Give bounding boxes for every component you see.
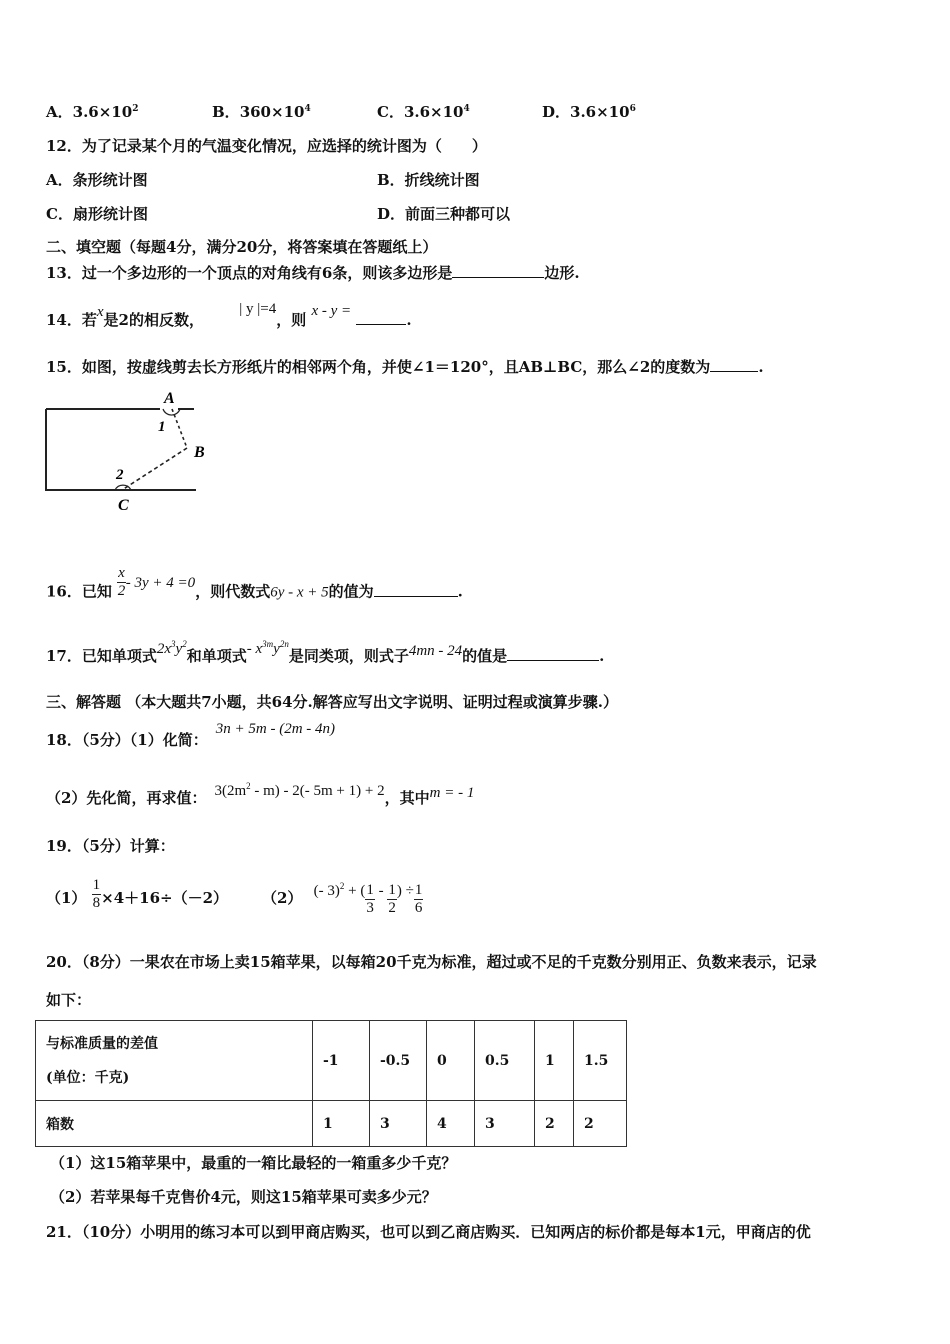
q11-option-d: D．$3.6\times 10^6$ [542, 103, 636, 121]
q16: 16．已知 $\frac{x}{2}$ - 3y + 4 =0，则代数式6y - x + 5的值为 . [46, 565, 463, 601]
q12-option-d: D．前面三种都可以 [377, 205, 511, 223]
q12-option-c: C．扇形统计图 [46, 205, 148, 223]
table-cell: -1 [313, 1021, 370, 1101]
q20-line2: 如下： [46, 991, 92, 1009]
table-row [36, 1101, 627, 1147]
table-cell: 2 [574, 1101, 627, 1147]
answer-blank [374, 582, 458, 597]
q12-option-b: B．折线统计图 [377, 171, 480, 189]
q14: 14．若x是2的相反数， | y |=4，则 x - y = . [46, 301, 412, 329]
q13: 13．过一个多边形的一个顶点的对角线有6条，则该多边形是 边形. [46, 264, 580, 282]
q20-subquestion-1: （1）这15箱苹果中，最重的一箱比最轻的一箱重多少千克？ [50, 1154, 457, 1172]
table-cell: 0 [427, 1021, 475, 1101]
table-cell: 4 [427, 1101, 475, 1147]
fraction-one-eighth: $\frac{1}{8}$ [92, 876, 101, 911]
table-cell: 1.5 [574, 1021, 627, 1101]
table-header-cell: 与标准质量的差值 (单位：千克) [36, 1021, 313, 1101]
cut-line-bc [122, 448, 187, 490]
section-3-heading: 三、解答题 （本大题共7小题，共64分.解答应写出文字说明、证明过程或演算步骤.） [46, 693, 618, 711]
q11-option-c: C．$3.6\times 10^4$ [377, 103, 470, 121]
q12-stem: 12．为了记录某个月的气温变化情况，应选择的统计图为（ ） [46, 137, 487, 155]
angle-1-label: 1 [158, 419, 166, 435]
q11-option-b: B．$360\times 10^4$ [212, 103, 311, 121]
answer-blank [507, 646, 599, 661]
fraction-one-third: $\frac{1}{3}$ [366, 881, 374, 916]
q15: 15．如图，按虚线剪去长方形纸片的相邻两个角，并使∠1＝120°，且AB⊥BC，那么∠2的度数为 . [46, 358, 764, 376]
q19-part2: （2） (- 3)$^2$ + ( $\frac{1}{3}$ - $\frac{1}{2}$ ) ÷ $\frac{1}{6}$ [262, 881, 423, 916]
q11-option-a: A．$3.6\times 10^2$ [46, 103, 139, 121]
table-cell: 2 [535, 1101, 574, 1147]
q20-subquestion-2: （2）若苹果每千克售价4元，则这15箱苹果可卖多少元？ [50, 1188, 437, 1206]
q18-part2: （2）先化简，再求值： $3(2m^2 - m) - 2(-$ 5m + 1) + 2，其中m = - 1 [46, 781, 475, 807]
q19-part1: （1） $\frac{1}{8}$ ×4＋16÷（－2） [46, 876, 229, 911]
q21-line1: 21．（10分）小明用的练习本可以到甲商店购买，也可以到乙商店购买．已知两店的标价都是每本1元，甲商店的优 [46, 1223, 811, 1241]
table-cell: -0.5 [370, 1021, 427, 1101]
answer-blank [356, 310, 406, 325]
q18-part1: 18．（5分）（1）化简：3n + 5m - (2m - 4n) [46, 721, 336, 749]
table-row [36, 1021, 627, 1101]
point-b-label: B [194, 444, 205, 461]
fraction-one-sixth: $\frac{1}{6}$ [414, 881, 423, 916]
q17: 17．已知单项式$2x^3y^2$和单项式- $x^{3m}y^{2n}$是同类项，则式子4mn - 24的值是 . [46, 639, 605, 665]
point-a-label: A [164, 390, 175, 407]
table-header-cell: 箱数 [36, 1101, 313, 1147]
table-cell: 1 [535, 1021, 574, 1101]
fraction-one-half: $\frac{1}{2}$ [388, 881, 396, 916]
apple-weight-table [35, 1020, 627, 1147]
table-cell: 0.5 [475, 1021, 535, 1101]
q12-option-a: A．条形统计图 [46, 171, 148, 189]
fraction-x-over-2: $\frac{x}{2}$ [117, 565, 126, 599]
table-cell: 3 [475, 1101, 535, 1147]
point-c-label: C [118, 497, 129, 514]
table-cell: 3 [370, 1101, 427, 1147]
q20-line1: 20．（8分）一果农在市场上卖15箱苹果，以每箱20千克为标准，超过或不足的千克数分别用正、负数来表示，记录 [46, 953, 817, 971]
answer-blank [452, 263, 544, 278]
answer-blank [710, 357, 758, 372]
table-cell: 1 [313, 1101, 370, 1147]
section-2-heading: 二、填空题（每题4分，满分20分，将答案填在答题纸上） [46, 238, 438, 256]
q19-stem: 19．（5分）计算： [46, 837, 175, 855]
q15-figure [42, 386, 205, 518]
angle-2-label: 2 [116, 467, 124, 483]
